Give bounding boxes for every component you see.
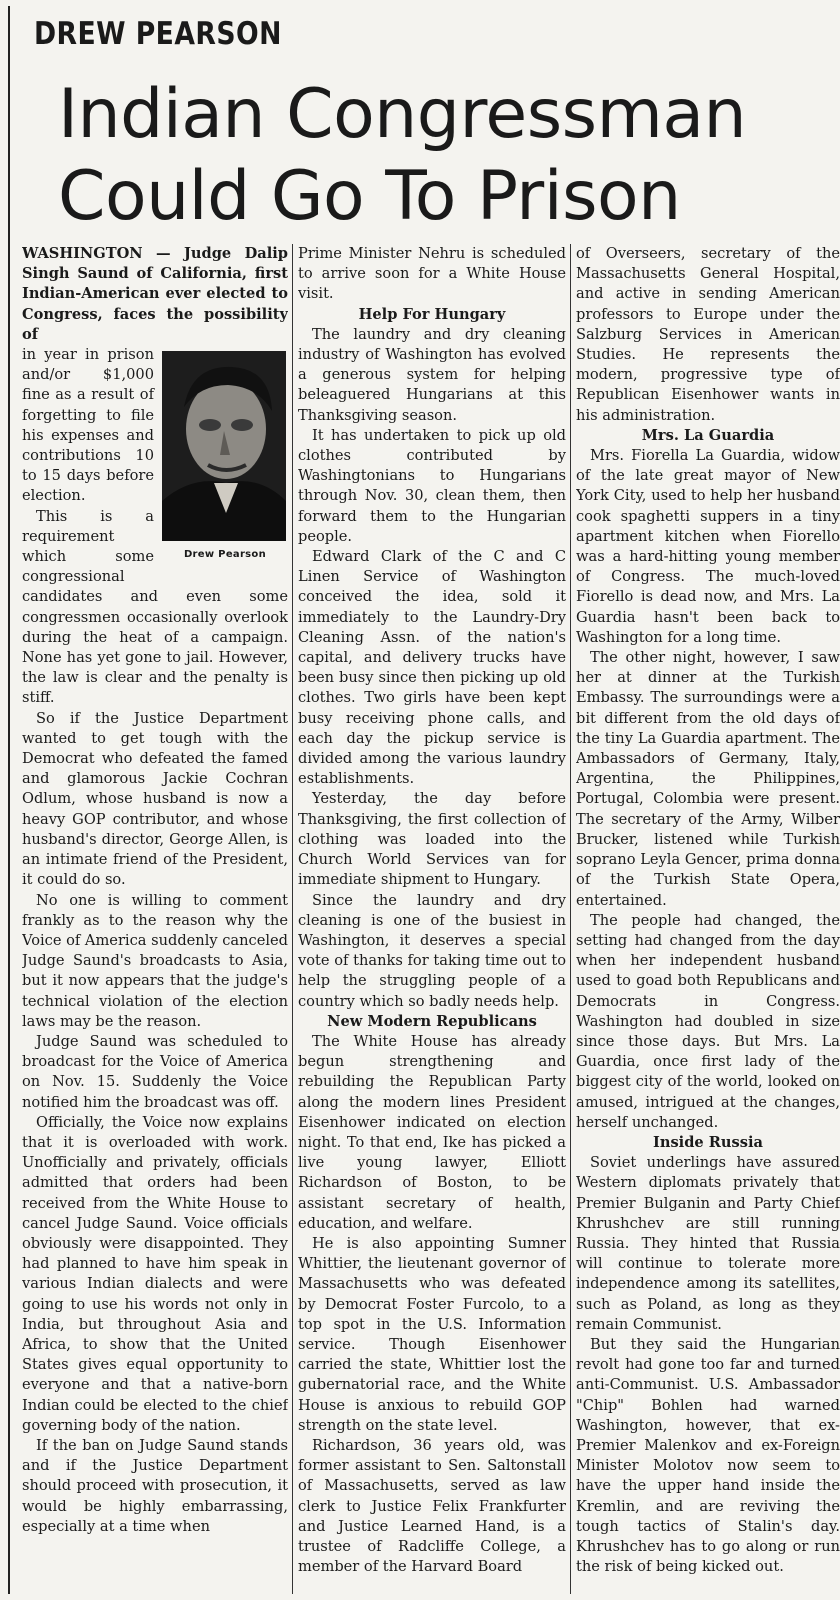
lead-dateline: WASHINGTON — Judge Dalip Singh Saund of California, first Indian-American ever elected to Congress, faces the possibility of (22, 245, 288, 343)
subhead-inside-russia: Inside Russia (653, 1133, 763, 1151)
paragraph: Since the laundry and dry cleaning is one of the busiest in Washington, it deserves a special vote of thanks for taking time out to help the struggling people of a country which so badly needs help. (298, 891, 566, 1010)
paragraph: in year in prison and/or $1,000 fine as a result of forgetting to file his expenses and contributions 10 to 15 days before election. (22, 346, 154, 505)
paragraph: He is also appointing Sumner Whittier, the lieutenant governor of Massachusetts who was defeated by Democrat Foster Furcolo, to a top spot in the U.S. Information service. Though Eisenhower carried the state, Whittier lost the gubernatorial race, and the White House is anxious to rebuild GOP strength on the state level. (298, 1234, 566, 1434)
column-divider (292, 244, 293, 1594)
paragraph: Soviet underlings have assured Western diplomats privately that Premier Bulganin and Party Chief Khrushchev are still running Russia. They hinted that Russia will continue to tolerate more independence among its satellites, such as Poland, as long as they remain Communist. (576, 1154, 840, 1333)
column-2 (298, 244, 566, 1594)
paragraph: The other night, however, I saw her at dinner at the Turkish Embassy. The surroundings were a bit different from the old days of the tiny La Guardia apartment. The Ambassadors of Germany, Italy, Argentina, the Philippines, Portugal, Colombia were present. The secretary of the Army, Wilber Brucker, listened while Turkish soprano Leyla Gencer, prima donna of the Turkish State Opera, entertained. (576, 649, 840, 909)
author-photo (162, 351, 288, 566)
column-3 (576, 244, 840, 1594)
headline-line-1: Indian Congressman (58, 75, 747, 154)
paragraph: But they said the Hungarian revolt had gone too far and turned anti-Communist. U.S. Ambassador "Chip" Bohlen had warned Washington, however, that ex-Premier Malenkov and ex-Foreign Minister Molotov now seem to have the upper hand inside the Kremlin, and are reviving the tough tactics of Stalin's day. Khrushchev has to go along or run the risk of being kicked out. (576, 1335, 840, 1576)
subhead-new-modern-republicans: New Modern Republicans (327, 1012, 537, 1030)
author-portrait-image (162, 351, 286, 541)
paragraph: The people had changed, the setting had changed from the day when her independent husband used to goad both Republicans and Democrats in Congress. Washington had doubled in size since those days. But Mrs. La Guardia, once first lady of the biggest city of the world, looked on amused, intrigued at the changes, herself unchanged. (576, 911, 840, 1131)
paragraph: Edward Clark of the C and C Linen Service of Washington conceived the idea, sold it immediately to the Laundry-Dry Cleaning Assn. of the nation's capital, and delivery trucks have been busy since then picking up old clothes. Two girls have been kept busy receiving phone calls, and each day the pickup service is divided among the various laundry establishments. (298, 548, 566, 788)
paragraph: So if the Justice Department wanted to get tough with the Democrat who defeated the famed and glamorous Jackie Cochran Odlum, whose husband is now a heavy GOP contributor, and whose husband's director, George Allen, is an intimate friend of the President, it could do so. (22, 709, 288, 889)
newspaper-page (8, 6, 840, 1594)
subhead-help-for-hungary: Help For Hungary (358, 305, 506, 323)
column-byline: DREW PEARSON (34, 16, 282, 52)
paragraph: Judge Saund was scheduled to broadcast for the Voice of America on Nov. 15. Suddenly the Voice notified him the broadcast was off. (22, 1032, 288, 1111)
column-1 (22, 244, 288, 1594)
headline-line-2: Could Go To Prison (58, 157, 681, 236)
paragraph: Officially, the Voice now explains that it is overloaded with work. Unofficially and privately, officials admitted that orders had been received from the White House to cancel Judge Saund. Voice officials obviously were disappointed. They had planned to have him speak in various Indian dialects and were going to use his words not only in India, but throughout Asia and Africa, to show that the United States gives equal opportunity to everyone and that a native-born Indian could be elected to the chief governing body of the nation. (22, 1113, 288, 1434)
paragraph: of Overseers, secretary of the Massachusetts General Hospital, and active in sending American professors to Europe under the Salzburg Services in American Studies. He represents the modern, progressive type of Republican Eisenhower wants in his administration. (576, 245, 840, 424)
photo-caption: Drew Pearson (183, 549, 267, 561)
paragraph: Yesterday, the day before Thanksgiving, the first collection of clothing was loaded into the Church World Services van for immediate shipment to Hungary. (298, 790, 566, 889)
subhead-mrs-la-guardia: Mrs. La Guardia (641, 426, 775, 444)
paragraph: The laundry and dry cleaning industry of Washington has evolved a generous system for helping beleaguered Hungarians at this Thanksgiving season. (298, 325, 566, 424)
paragraph: The White House has already begun strengthening and rebuilding the Republican Party along the modern lines President Eisenhower indicated on election night. To that end, Ike has picked a live young lawyer, Elliott Richardson of Boston, to be assistant secretary of health, education, and welfare. (298, 1032, 566, 1232)
article-lead-paragraph (22, 244, 288, 345)
paragraph: This is a requirement which some congressional candidates and even some congressmen occasionally overlook during the heat of a campaign. None has yet gone to jail. However, the law is clear and the penalty is stiff. (22, 507, 288, 707)
paragraph: It has undertaken to pick up old clothes contributed by Washingtonians to Hungarians through Nov. 30, clean them, then forward them to the Hungarian people. (298, 426, 566, 545)
paragraph: No one is willing to comment frankly as to the reason why the Voice of America suddenly canceled Judge Saund's broadcasts to Asia, but it now appears that the judge's technical violation of the election laws may be the reason. (22, 891, 288, 1030)
paragraph: Prime Minister Nehru is scheduled to arrive soon for a White House visit. (298, 245, 566, 303)
column-divider (570, 244, 571, 1594)
paragraph: If the ban on Judge Saund stands and if the Justice Department should proceed with prosecution, it would be highly embarrassing, especially at a time when (22, 1436, 288, 1535)
paragraph: Richardson, 36 years old, was former assistant to Sen. Saltonstall of Massachusetts, served as law clerk to Justice Felix Frankfurter and Justice Learned Hand, is a trustee of Radcliffe College, a member of the Harvard Board (298, 1436, 566, 1576)
article-columns (22, 244, 840, 1594)
headline (58, 74, 838, 238)
paragraph: Mrs. Fiorella La Guardia, widow of the late great mayor of New York City, used to help her husband cook spaghetti suppers in a tiny apartment kitchen when Fiorello was a hard-hitting young member of Congress. The much-loved Fiorello is dead now, and Mrs. La Guardia hasn't been back to Washington for a long time. (576, 447, 840, 646)
